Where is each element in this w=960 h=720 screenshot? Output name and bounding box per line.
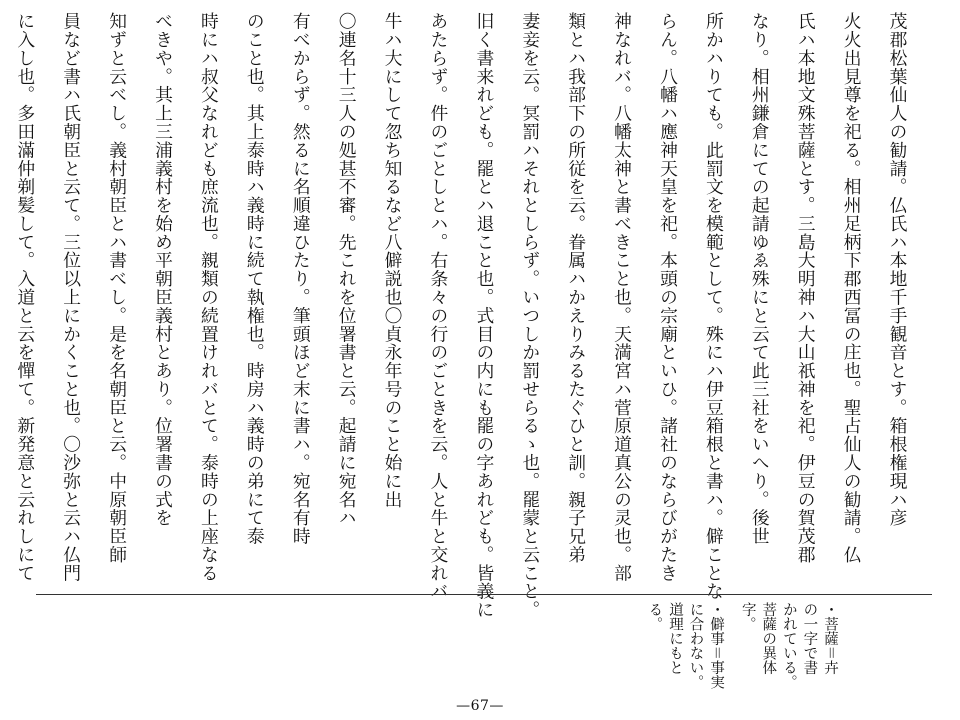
text-column: に入し也。多田滿仲剃髪して。入道と云を憚て。新発意と云れしにて	[14, 12, 36, 583]
footnote-line: に合わない。	[687, 602, 704, 689]
text-column: 妻妾を云。冥罰ハそれとしらず。いつしか罰せらるゝ也。罷蒙と云こと。	[519, 12, 541, 619]
text-column: 員など書ハ氏朝臣と云て。三位以上にかくこと也。〇沙弥と云ハ仏門	[60, 12, 82, 583]
text-column: 茂郡松葉仙人の勧請。仏氏ハ本地千手観音とす。箱根権現ハ彦	[887, 12, 908, 527]
text-column: 火火出見尊を祀る。相州足柄下郡西冨の庄也。聖占仙人の勧請。仏	[841, 12, 863, 564]
text-column: 氏ハ本地文殊菩薩とす。三島大明神ハ大山祇神を祀。伊豆の賀茂郡	[795, 12, 817, 564]
text-column: 旧く書来れども。罷とハ退こと也。式目の内にも罷の字あれども。皆義に	[473, 12, 495, 619]
footnote-line: 菩薩の異体	[760, 602, 777, 675]
footnote-divider	[36, 594, 932, 595]
text-column: 時にハ叔父なれども庶流也。親類の続置けれバとて。泰時の上座なる	[198, 12, 220, 583]
text-column: らん。八幡ハ應神天皇を祀。本頭の宗廟といひ。諸社のならびがたき	[657, 12, 679, 583]
text-column: のこと也。其上泰時ハ義時に続て執権也。時房ハ義時の弟にて泰	[244, 12, 266, 546]
footnote-line: かれている。	[780, 602, 797, 689]
footnote	[644, 602, 726, 700]
text-column: 〇連名十三人の処甚不審。先これを位署書と云。起請に宛名ハ	[336, 12, 358, 527]
footnote-line: ・僻事＝事実	[708, 602, 725, 689]
text-column: なり。相州鎌倉にての起請ゆゑ殊にと云て此三社をいへり。後世	[749, 12, 771, 546]
text-column: 所かハりても。此罰文を模範として。殊にハ伊豆箱根と書ハ。僻ことな	[703, 12, 725, 601]
footnote-block	[640, 602, 840, 700]
text-column: 有べからず。然るに名順違ひたり。筆頭ほど末に書ハ。宛名有時	[290, 12, 312, 546]
footnote-line: ・菩薩＝卉	[822, 602, 838, 675]
text-column: 牛ハ大にして忽ち知るなど八僻説也〇貞永年号のこと始に出	[382, 12, 404, 509]
text-column: 知ずと云べし。義村朝臣とハ書べし。是を名朝臣と云。中原朝臣師	[106, 12, 128, 564]
page-number: —67—	[456, 698, 504, 714]
footnote-line: 道理にもと	[666, 602, 683, 675]
footnote	[737, 602, 840, 700]
text-column: あたらず。件のごとしとハ。右条々の行のごときを云。人と牛と交れバ	[427, 12, 449, 601]
footnote-line: の一字で書	[801, 602, 818, 675]
footnote-line: る。	[646, 602, 663, 631]
text-column: 類とハ我部下の所従を云。眷属ハかえりみるたぐひと訓。親子兄弟	[565, 12, 587, 564]
text-column: 神なれバ。八幡太神と書べきこと也。天満宮ハ菅原道真公の灵也。部	[611, 12, 633, 583]
text-column: べきや。其上三浦義村を始め平朝臣義村とあり。位署書の式を	[152, 12, 174, 527]
footnote-line: 字。	[739, 602, 756, 631]
main-text-block	[14, 12, 920, 619]
